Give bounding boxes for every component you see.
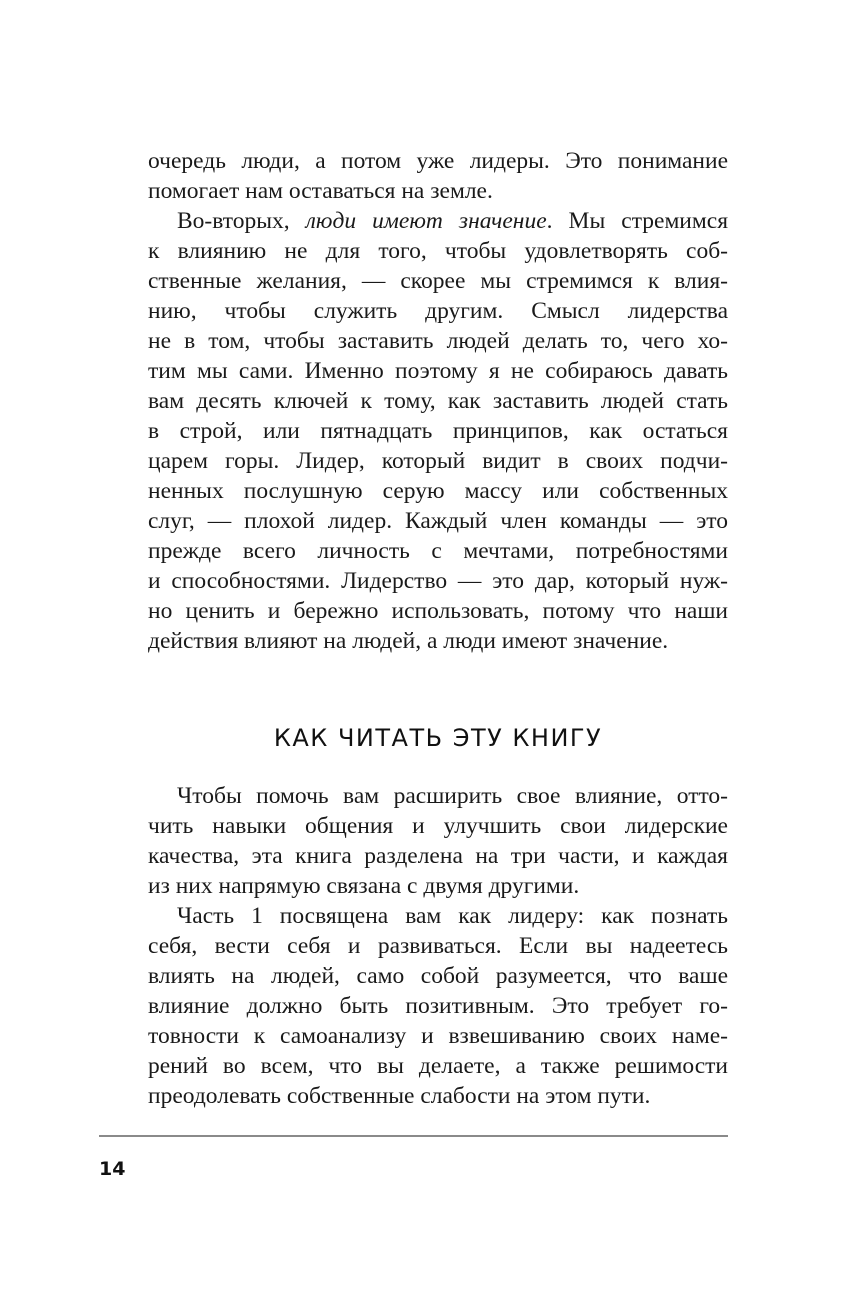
page-number: 14 <box>99 1158 126 1180</box>
text-line: товности к самоанализу и взвешиванию своих наме- <box>148 1023 728 1049</box>
text-line: рений во всем, что вы делаете, а также решимости <box>148 1053 728 1079</box>
text-line: ственные желания, — скорее мы стремимся к влия- <box>148 268 728 294</box>
text-line: действия влияют на людей, а люди имеют значение. <box>148 628 669 654</box>
text-line: себя, вести себя и развиваться. Если вы надеетесь <box>148 933 728 959</box>
text-line: но ценить и бережно использовать, потому что наши <box>148 598 728 624</box>
text-line: царем горы. Лидер, который видит в своих подчи- <box>148 448 728 474</box>
text-line: в строй, или пятнадцать принципов, как остаться <box>148 418 728 444</box>
text-line: ненных послушную серую массу или собственных <box>148 478 728 504</box>
text-line: нию, чтобы служить другим. Смысл лидерства <box>148 298 728 324</box>
text-line: не в том, чтобы заставить людей делать то, чего хо- <box>148 328 728 354</box>
text-line: прежде всего личность с мечтами, потребностями <box>148 538 728 564</box>
text-line: чить навыки общения и улучшить свои лидерские <box>148 813 728 839</box>
text-line: тим мы сами. Именно поэтому я не собираюсь давать <box>148 358 728 384</box>
footer-divider <box>99 1135 728 1137</box>
text-line: помогает нам оставаться на земле. <box>148 178 493 204</box>
text-line: из них напрямую связана с двумя другими. <box>148 873 580 899</box>
section-heading: КАК ЧИТАТЬ ЭТУ КНИГУ <box>273 724 603 752</box>
text-fragment: Во-вторых, <box>177 208 306 234</box>
text-line: Часть 1 посвящена вам как лидеру: как познать <box>177 903 728 929</box>
body-text-section-2 <box>148 781 728 1111</box>
text-line: влиять на людей, само собой разумеется, что ваше <box>148 963 728 989</box>
text-line: качества, эта книга разделена на три части, и каждая <box>148 843 728 869</box>
text-line: слуг, — плохой лидер. Каждый член команды — это <box>148 508 728 534</box>
body-text-section-1 <box>148 146 728 656</box>
text-line: очередь люди, а потом уже лидеры. Это понимание <box>148 148 728 174</box>
text-line: к влиянию не для того, чтобы удовлетворять соб- <box>148 238 728 264</box>
text-line: влияние должно быть позитивным. Это требует го- <box>148 993 728 1019</box>
text-line: вам десять ключей к тому, как заставить людей стать <box>148 388 728 414</box>
text-line <box>148 206 728 236</box>
text-line: преодолевать собственные слабости на этом пути. <box>148 1083 651 1109</box>
text-fragment: . Мы стремимся <box>546 208 728 234</box>
emphasis-text: люди имеют значение <box>305 208 547 234</box>
text-line: Чтобы помочь вам расширить свое влияние, отто- <box>177 783 728 809</box>
text-line: и способностями. Лидерство — это дар, который нуж- <box>148 568 728 594</box>
